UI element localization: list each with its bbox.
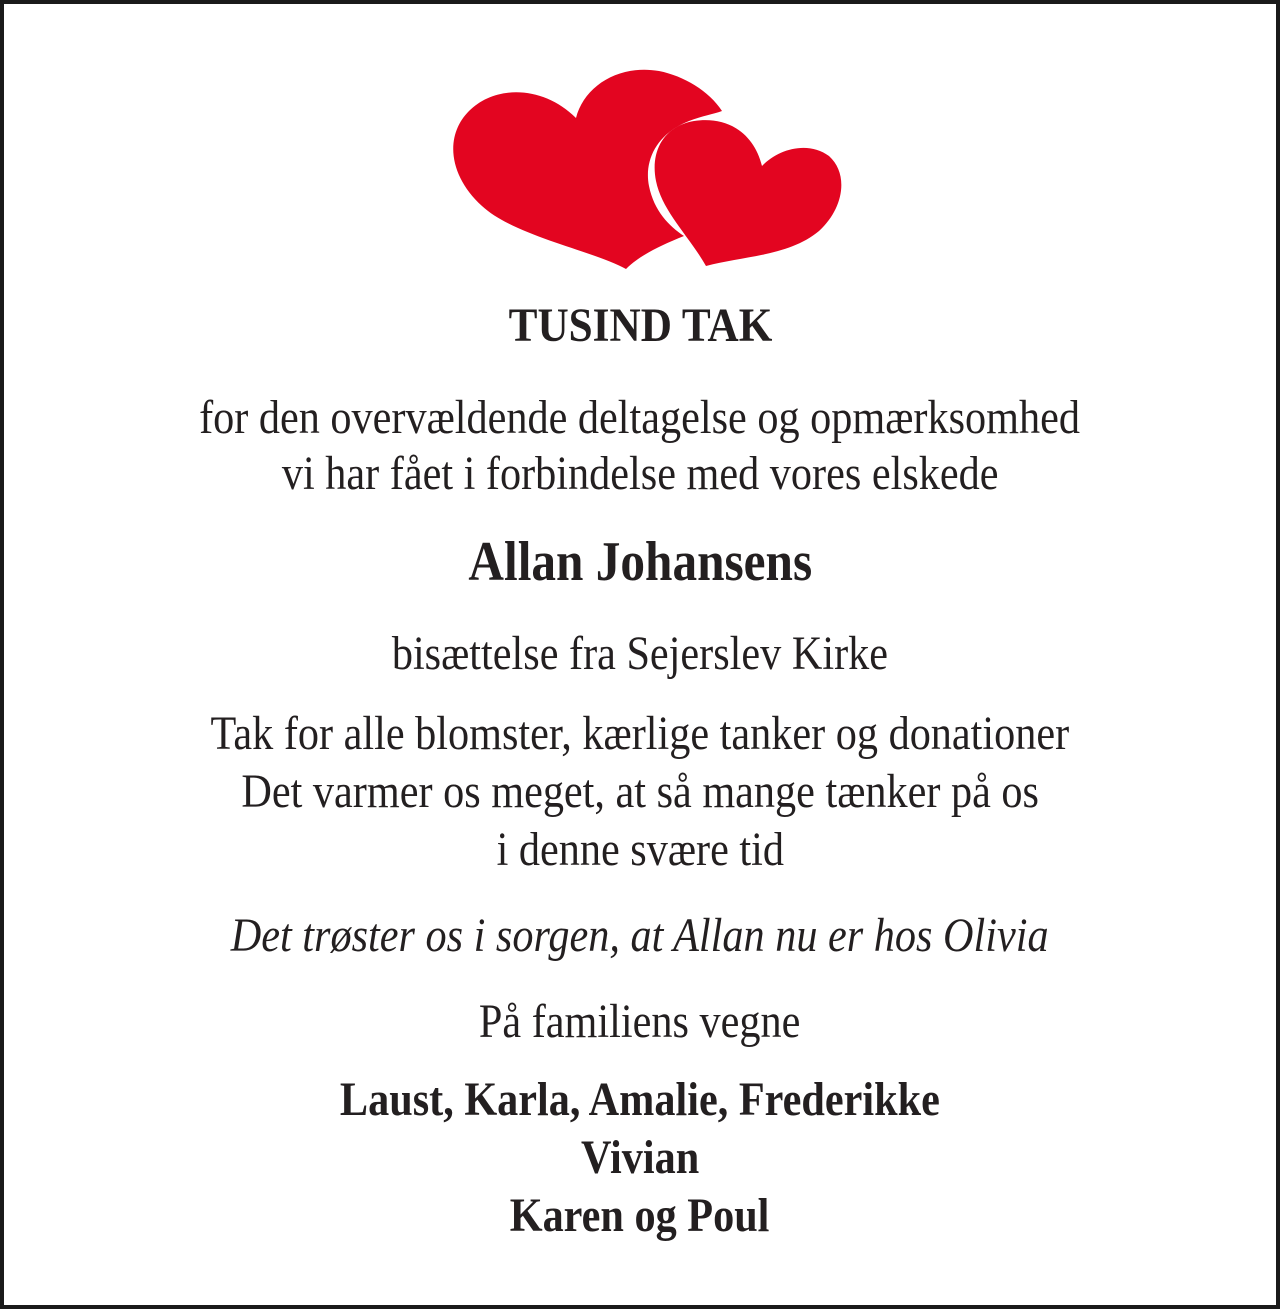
ceremony-line: bisættelse fra Sejerslev Kirke — [391, 627, 889, 680]
signatory-line-3: Karen og Poul — [510, 1189, 770, 1242]
notice-title: TUSIND TAK — [508, 299, 772, 352]
signatory-line-1: Laust, Karla, Amalie, Frederikke — [340, 1073, 940, 1126]
deceased-name: Allan Johansens — [468, 531, 812, 593]
signatory-line-2: Vivian — [580, 1131, 700, 1184]
intro-line-2: vi har fået i forbindelse med vores elskede — [281, 447, 999, 500]
on-behalf-line: På familiens vegne — [479, 995, 801, 1048]
two-hearts-icon — [444, 66, 844, 278]
thanks-line-3: i denne svære tid — [496, 823, 784, 876]
right-heart-icon — [655, 120, 842, 266]
thanks-line-1: Tak for alle blomster, kærlige tanker og donationer — [210, 707, 1070, 760]
comfort-line: Det trøster os i sorgen, at Allan nu er hos Olivia — [231, 909, 1049, 962]
thanks-line-2: Det varmer os meget, at så mange tænker på os — [241, 765, 1039, 818]
intro-line-1: for den overvældende deltagelse og opmærksomhed — [199, 391, 1081, 444]
